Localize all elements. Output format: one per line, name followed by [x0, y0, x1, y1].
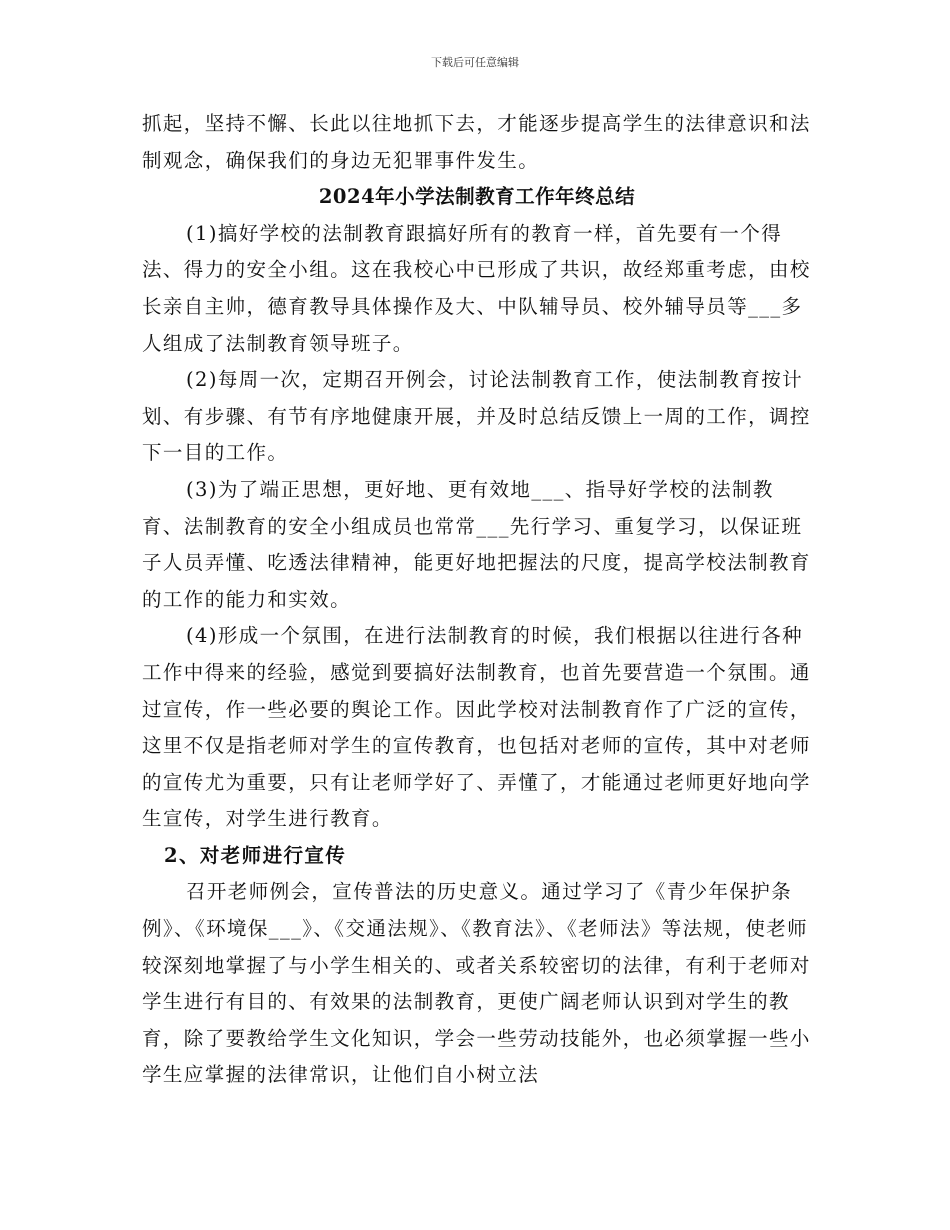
document-title: 2024年小学法制教育工作年终总结: [318, 185, 636, 209]
paragraph-3: (3)为了端正思想，更好地、更有效地___、指导好学校的法制教育、法制教育的安全小组成员也常常___先行学习、重复学习，以保证班子人员弄懂、吃透法律精神，能更好地把握法的尺度，提高学校法制教育的工作的能力和实效。: [142, 477, 811, 611]
page-header: 下载后可任意编辑: [431, 56, 519, 69]
document-body: [142, 106, 812, 1094]
paragraph-1: (1)搞好学校的法制教育跟搞好所有的教育一样，首先要有一个得法、得力的安全小组。这在我校心中已形成了共识，故经郑重考虑，由校长亲自主帅，德育教导具体操作及大、中队辅导员、校外辅导员等___多人组成了法制教育领导班子。: [142, 221, 811, 355]
paragraph-2: (2)每周一次，定期召开例会，讨论法制教育工作，使法制教育按计划、有步骤、有节有序地健康开展，并及时总结反馈上一周的工作，调控下一目的工作。: [142, 368, 811, 465]
intro-paragraph: 抓起，坚持不懈、长此以往地抓下去，才能逐步提高学生的法律意识和法制观念，确保我们的身边无犯罪事件发生。: [142, 112, 811, 172]
paragraph-4: (4)形成一个氛围，在进行法制教育的时候，我们根据以往进行各种工作中得来的经验，感觉到要搞好法制教育，也首先要营造一个氛围。通过宣传，作一些必要的舆论工作。因此学校对法制教育作了广泛的宣传，这里不仅是指老师对学生的宣传教育，也包括对老师的宣传，其中对老师的宣传尤为重要，只有让老师学好了、弄懂了，才能通过老师更好地向学生宣传，对学生进行教育。: [142, 624, 811, 831]
section-paragraph: 召开老师例会，宣传普法的历史意义。通过学习了《青少年保护条例》、《环境保___》、《交通法规》、《教育法》、《老师法》等法规，使老师较深刻地掌握了与小学生相关的、或者关系较密切的法律，有利于老师对学生进行有目的、有效果的法制教育，更使广阔老师认识到对学生的教育，除了要教给学生文化知识，学会一些劳动技能外，也必须掌握一些小学生应掌握的法律常识，让他们自小树立法: [142, 880, 811, 1087]
section-heading: 2、对老师进行宣传: [164, 843, 347, 867]
